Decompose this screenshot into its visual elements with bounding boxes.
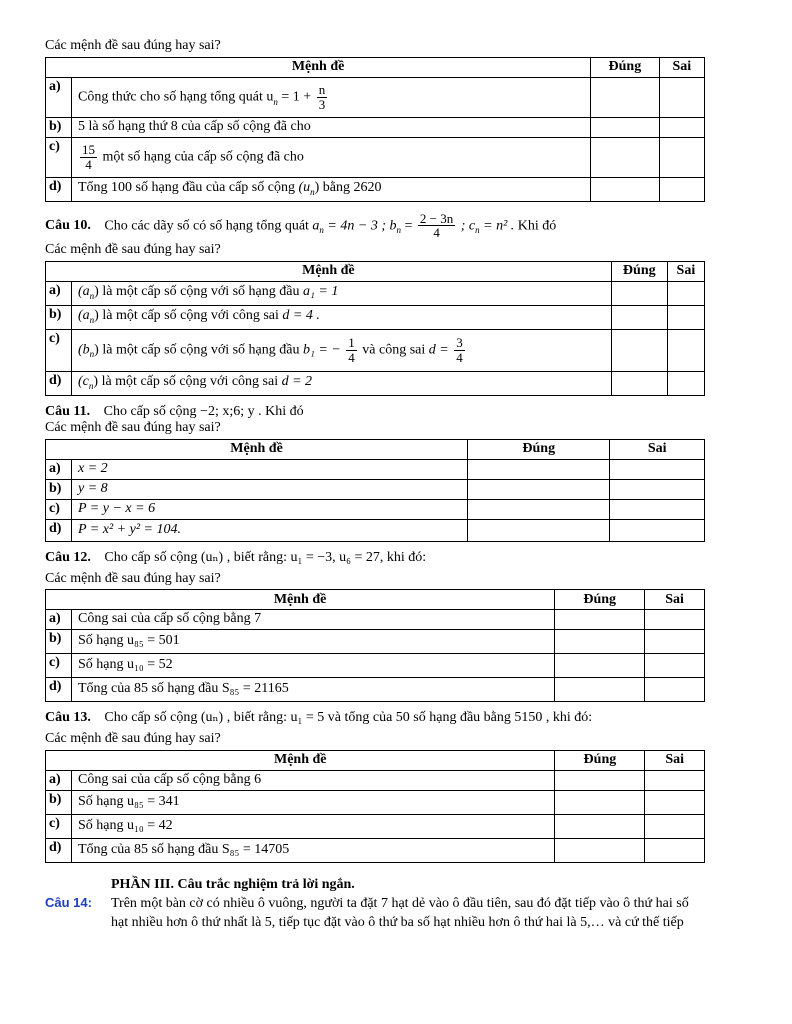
true-checkbox-cell[interactable] xyxy=(591,117,659,137)
row-label: a) xyxy=(46,460,72,480)
question-10: Câu 10. Cho các dãy số có số hạng tổng quát $a_n = 4n - 3$ ; $b_n$ = $\frac{2 - 3n}{4}$ ; $c_n = n^2$ . Khi đó xyxy=(45,210,557,241)
false-checkbox-cell[interactable] xyxy=(645,770,705,790)
statement-text: Công sai của cấp số cộng bằng 6 xyxy=(72,770,555,790)
statement-text: $(c_n)$ là một cấp số cộng với công sai d = 2 xyxy=(72,371,612,395)
prompt-q13: Các mệnh đề sau đúng hay sai? xyxy=(45,731,221,747)
section-heading: PHẦN III. Câu trắc nghiệm trả lời ngắn. xyxy=(111,876,355,892)
true-checkbox-cell[interactable] xyxy=(468,519,610,541)
statement-text: $(a_n)$ là một cấp số cộng với công sai d = 4 . xyxy=(72,305,612,329)
header-true: Đúng xyxy=(468,440,610,460)
row-label: b) xyxy=(46,305,72,329)
header-true: Đúng xyxy=(611,261,667,281)
statement-text: $(b_n)$ là một cấp số cộng với số hạng đầu b₁ = − $\frac{1}{4}$ và công sai d = $\frac{3}{4}$ xyxy=(72,329,612,371)
false-checkbox-cell[interactable] xyxy=(659,177,704,201)
true-checkbox-cell[interactable] xyxy=(468,480,610,500)
false-checkbox-cell[interactable] xyxy=(659,137,704,177)
statement-text: Công sai của cấp số cộng bằng 7 xyxy=(72,610,555,630)
true-checkbox-cell[interactable] xyxy=(468,460,610,480)
statement-text: y = 8 xyxy=(72,480,468,500)
false-checkbox-cell[interactable] xyxy=(645,630,705,654)
true-checkbox-cell[interactable] xyxy=(555,654,645,678)
row-label: d) xyxy=(46,678,72,702)
true-checkbox-cell[interactable] xyxy=(611,281,667,305)
row-label: d) xyxy=(46,177,72,201)
header-statement: Mệnh đề xyxy=(46,261,612,281)
header-true: Đúng xyxy=(555,590,645,610)
fraction: $\frac{15}{4}$ xyxy=(82,141,95,172)
question-12: Câu 12. Cho cấp số cộng (uₙ) , biết rằng: u₁ = −3, u₆ = 27, khi đó: xyxy=(45,549,427,565)
header-true: Đúng xyxy=(591,57,659,77)
false-checkbox-cell[interactable] xyxy=(610,519,705,541)
false-checkbox-cell[interactable] xyxy=(667,305,704,329)
true-checkbox-cell[interactable] xyxy=(555,630,645,654)
row-label: a) xyxy=(46,770,72,790)
question-text: Trên một bàn cờ có nhiều ô vuông, người ta đặt 7 hạt dẻ vào ô đầu tiên, sau đó đặt tiếp vào ô thứ hai số hạt nhiều hơn ô thứ nhất là 5, tiếp tục đặt vào ô thứ ba số hạt nhiều hơn ô thứ hai là 5,… và cứ thế tiếp xyxy=(111,896,689,931)
true-checkbox-cell[interactable] xyxy=(555,610,645,630)
table-q10 xyxy=(45,261,705,396)
true-checkbox-cell[interactable] xyxy=(468,499,610,519)
false-checkbox-cell[interactable] xyxy=(659,117,704,137)
table-q11 xyxy=(45,439,705,542)
table-top xyxy=(45,57,705,202)
page xyxy=(45,38,705,933)
statement-text: P = x² + y² = 104. xyxy=(72,519,468,541)
statement-text: Tổng của 85 số hạng đầu S₈₅ = 21165 xyxy=(72,678,555,702)
fraction: $\frac{2 - 3n}{4}$ xyxy=(419,210,454,241)
statement-text: Tổng 100 số hạng đầu của cấp số cộng $(u_n)$ bằng 2620 xyxy=(72,177,591,201)
row-label: d) xyxy=(46,838,72,862)
false-checkbox-cell[interactable] xyxy=(610,460,705,480)
true-checkbox-cell[interactable] xyxy=(555,678,645,702)
statement-text: Số hạng u₈₅ = 501 xyxy=(72,630,555,654)
statement-text: $\frac{15}{4}$ một số hạng của cấp số cộng đã cho xyxy=(72,137,591,177)
false-checkbox-cell[interactable] xyxy=(645,610,705,630)
fraction: $\frac{n}{3}$ xyxy=(318,82,326,112)
true-checkbox-cell[interactable] xyxy=(611,305,667,329)
false-checkbox-cell[interactable] xyxy=(667,329,704,371)
header-statement: Mệnh đề xyxy=(46,57,591,77)
question-label: Câu 13. xyxy=(45,710,91,726)
question-14 xyxy=(45,895,705,933)
true-checkbox-cell[interactable] xyxy=(591,137,659,177)
row-label: a) xyxy=(46,281,72,305)
prompt-q10: Các mệnh đề sau đúng hay sai? xyxy=(45,241,221,257)
statement-text: Tổng của 85 số hạng đầu S₈₅ = 14705 xyxy=(72,838,555,862)
row-label: d) xyxy=(46,371,72,395)
false-checkbox-cell[interactable] xyxy=(659,77,704,117)
fraction: $\frac{1}{4}$ xyxy=(348,335,355,365)
header-statement: Mệnh đề xyxy=(46,750,555,770)
row-label: b) xyxy=(46,117,72,137)
true-checkbox-cell[interactable] xyxy=(611,329,667,371)
statement-text: $(a_n)$ là một cấp số cộng với số hạng đầu a₁ = 1 xyxy=(72,281,612,305)
header-false: Sai xyxy=(645,590,705,610)
question-label: Câu 14: xyxy=(45,895,92,911)
true-checkbox-cell[interactable] xyxy=(611,371,667,395)
row-label: c) xyxy=(46,814,72,838)
false-checkbox-cell[interactable] xyxy=(610,480,705,500)
false-checkbox-cell[interactable] xyxy=(645,838,705,862)
header-statement: Mệnh đề xyxy=(46,440,468,460)
row-label: a) xyxy=(46,77,72,117)
row-label: c) xyxy=(46,499,72,519)
false-checkbox-cell[interactable] xyxy=(667,281,704,305)
statement-text: Số hạng u₁₀ = 42 xyxy=(72,814,555,838)
row-label: c) xyxy=(46,654,72,678)
false-checkbox-cell[interactable] xyxy=(645,654,705,678)
prompt-top: Các mệnh đề sau đúng hay sai? xyxy=(45,38,221,53)
row-label: b) xyxy=(46,790,72,814)
true-checkbox-cell[interactable] xyxy=(555,838,645,862)
row-label: c) xyxy=(46,329,72,371)
false-checkbox-cell[interactable] xyxy=(610,499,705,519)
header-true: Đúng xyxy=(555,750,645,770)
table-q12 xyxy=(45,589,705,702)
header-false: Sai xyxy=(659,57,704,77)
fraction: $\frac{3}{4}$ xyxy=(456,335,463,365)
statement-text: Số hạng u₈₅ = 341 xyxy=(72,790,555,814)
statement-text: x = 2 xyxy=(72,460,468,480)
false-checkbox-cell[interactable] xyxy=(645,678,705,702)
prompt-q11: Các mệnh đề sau đúng hay sai? xyxy=(45,420,221,436)
table-q13 xyxy=(45,750,705,863)
prompt-q12: Các mệnh đề sau đúng hay sai? xyxy=(45,570,221,586)
header-false: Sai xyxy=(610,440,705,460)
row-label: a) xyxy=(46,610,72,630)
header-false: Sai xyxy=(667,261,704,281)
row-label: b) xyxy=(46,480,72,500)
false-checkbox-cell[interactable] xyxy=(667,371,704,395)
statement-text: Số hạng u₁₀ = 52 xyxy=(72,654,555,678)
true-checkbox-cell[interactable] xyxy=(591,177,659,201)
row-label: d) xyxy=(46,519,72,541)
row-label: c) xyxy=(46,137,72,177)
true-checkbox-cell[interactable] xyxy=(555,814,645,838)
question-13: Câu 13. Cho cấp số cộng (uₙ) , biết rằng: u₁ = 5 và tổng của 50 số hạng đầu bằng 5150 , khi đó: xyxy=(45,710,593,726)
false-checkbox-cell[interactable] xyxy=(645,814,705,838)
row-label: b) xyxy=(46,630,72,654)
true-checkbox-cell[interactable] xyxy=(591,77,659,117)
statement-text: Công thức cho số hạng tổng quát $u_n = 1$ + $\frac{n}{3}$ xyxy=(72,77,591,117)
false-checkbox-cell[interactable] xyxy=(645,790,705,814)
header-false: Sai xyxy=(645,750,705,770)
question-label: Câu 10. xyxy=(45,217,91,233)
true-checkbox-cell[interactable] xyxy=(555,770,645,790)
question-11: Câu 11. Cho cấp số cộng −2; x;6; y . Khi đó xyxy=(45,403,304,419)
question-label: Câu 11. xyxy=(45,403,91,419)
statement-text: P = y − x = 6 xyxy=(72,499,468,519)
true-checkbox-cell[interactable] xyxy=(555,790,645,814)
statement-text: 5 là số hạng thứ 8 của cấp số cộng đã cho xyxy=(72,117,591,137)
question-label: Câu 12. xyxy=(45,549,91,565)
header-statement: Mệnh đề xyxy=(46,590,555,610)
